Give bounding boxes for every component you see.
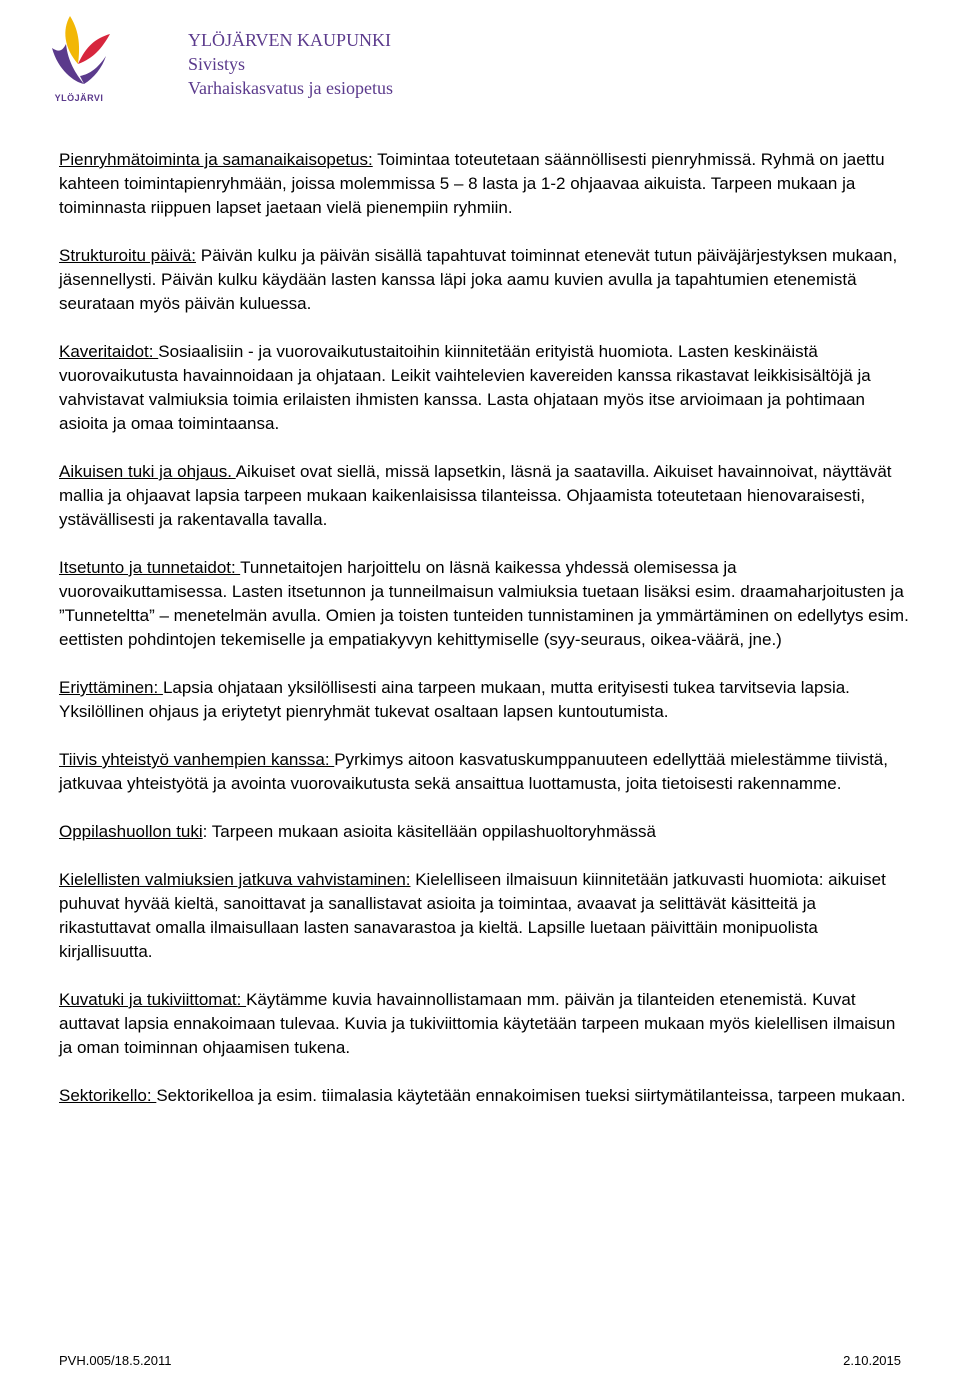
paragraph-pienryhmatoiminta	[59, 148, 909, 220]
paragraph-kuvatuki	[59, 988, 909, 1060]
paragraph-text: : Tarpeen mukaan asioita käsitellään oppilashuoltoryhmässä	[202, 822, 656, 841]
document-code: PVH.005/18.5.2011	[59, 1353, 172, 1368]
city-logo	[40, 8, 130, 108]
paragraph-yhteistyo	[59, 748, 909, 796]
city-crest-icon	[40, 8, 120, 98]
paragraph-oppilashuolto	[59, 820, 909, 844]
department-name: Sivistys	[188, 54, 246, 74]
paragraph-title: Oppilashuollon tuki	[59, 822, 203, 841]
paragraph-kielelliset-valmiudet	[59, 868, 909, 964]
paragraph-text: Aikuiset ovat siellä, missä lapsetkin, läsnä ja saatavilla. Aikuiset havainnoivat, näyttävät mallia ja ohjaavat lapsia tarpeen mukaan kaikenlaisissa tilanteissa. Ohjaamista toteutetaan hienovaraisesti, ystävällisesti ja rakentavalla tavalla.	[59, 462, 892, 529]
organization-block	[188, 28, 393, 100]
paragraph-eriyttaminen	[59, 676, 909, 724]
paragraph-title: Itsetunto ja tunnetaidot:	[59, 558, 241, 577]
paragraph-itsetunto	[59, 556, 909, 652]
paragraph-title: Strukturoitu päivä:	[59, 246, 197, 265]
paragraph-title: Tiivis yhteistyö vanhempien kanssa:	[59, 750, 335, 769]
paragraph-text: Sektorikelloa ja esim. tiimalasia käytetään ennakoimisen tueksi siirtymätilanteissa, tarpeen mukaan.	[156, 1086, 906, 1105]
paragraph-text: Lapsia ohjataan yksilöllisesti aina tarpeen mukaan, mutta erityisesti tukea tarvitsevia lapsia. Yksilöllinen ohjaus ja eriytetyt pienryhmät tukevat osaltaan lapsen kuntoutumista.	[59, 678, 850, 721]
paragraph-title: Sektorikello:	[59, 1086, 157, 1105]
paragraph-text: Sosiaalisiin - ja vuorovaikutustaitoihin kiinnitetään erityistä huomiota. Lasten keskinäistä vuorovaikutusta havainnoidaan ja ohjataan. Leikit vaihtelevien kavereiden kanssa rikastavat leikkisisältöjä ja vahvistavat valmiuksia toimia erilaisten ihmisten kanssa. Lasta ohjataan myös itse arvioimaan ja pohtimaan asioita ja omaa toimintaansa.	[59, 342, 871, 433]
document-body	[59, 148, 909, 1132]
paragraph-sektorikello	[59, 1084, 909, 1108]
document-date: 2.10.2015	[843, 1353, 901, 1368]
paragraph-text: Pyrkimys aitoon kasvatuskumppanuuteen edellyttää mielestämme tiivistä, jatkuvaa yhteistyötä ja avointa vuorovaikutusta sekä ansaittua luottamusta, joita tietoisesti rakennamme.	[59, 750, 888, 793]
document-header	[40, 8, 640, 108]
paragraph-title: Pienryhmätoiminta ja samanaikaisopetus:	[59, 150, 373, 169]
paragraph-text: Tunnetaitojen harjoittelu on läsnä kaikessa yhdessä olemisessa ja vuorovaikuttamisessa. Lasten itsetunnon ja tunneilmaisun valmiuksia tuetaan lisäksi esim. draamaharjoitusten ja ”Tunneteltta” – menetelmän avulla. Omien ja toisten tunteiden tunnistaminen ja ymmärtäminen on edellytys esim. eettisten pohdintojen tekemiselle ja empatiakyvyn kehittymiselle (syy-seuraus, oikea-väärä, jne.)	[59, 558, 909, 649]
paragraph-aikuisen-tuki	[59, 460, 909, 532]
paragraph-text: Kielelliseen ilmaisuun kiinnitetään jatkuvasti huomiota: aikuiset puhuvat hyvää kieltä, sanoittavat ja sanallistavat asioita ja toimintaa, avaavat ja selittävät käsitteitä ja rikastuttavat omalla ilmaisullaan lasten sanavarastoa ja kieltä. Lapsille luetaan päivittäin monipuolista kirjallisuutta.	[59, 870, 886, 961]
org-name: YLÖJÄRVEN KAUPUNKI	[188, 30, 392, 50]
paragraph-text: Toimintaa toteutetaan säännöllisesti pienryhmissä. Ryhmä on jaettu kahteen toimintapienryhmään, joissa molemmissa 5 – 8 lasta ja 1-2 ohjaavaa aikuista. Tarpeen mukaan ja toiminnasta riippuen lapset jaetaan vielä pienempiin ryhmiin.	[59, 150, 885, 217]
paragraph-title: Kielellisten valmiuksien jatkuva vahvistaminen:	[59, 870, 411, 889]
paragraph-kaveritaidot	[59, 340, 909, 436]
unit-name: Varhaiskasvatus ja esiopetus	[188, 78, 393, 98]
paragraph-text: Käytämme kuvia havainnollistamaan mm. päivän ja tilanteiden etenemistä. Kuvat auttavat lapsia ennakoimaan tulevaa. Kuvia ja tukiviittomia käytetään tarpeen mukaan myös kielellisen ilmaisun ja oman toiminnan ohjaamisen tukena.	[59, 990, 896, 1057]
paragraph-title: Kuvatuki ja tukiviittomat:	[59, 990, 247, 1009]
logo-text: YLÖJÄRVI	[54, 93, 104, 103]
paragraph-title: Kaveritaidot:	[59, 342, 159, 361]
paragraph-strukturoitu-paiva	[59, 244, 909, 316]
paragraph-title: Aikuisen tuki ja ohjaus.	[59, 462, 236, 481]
paragraph-title: Eriyttäminen:	[59, 678, 163, 697]
paragraph-text: Päivän kulku ja päivän sisällä tapahtuvat toiminnat etenevät tutun päiväjärjestyksen mukaan, jäsennellysti. Päivän kulku käydään lasten kanssa läpi joka aamu kuvien avulla ja tapahtumien etenemistä seurataan myös päivän kuluessa.	[59, 246, 898, 313]
